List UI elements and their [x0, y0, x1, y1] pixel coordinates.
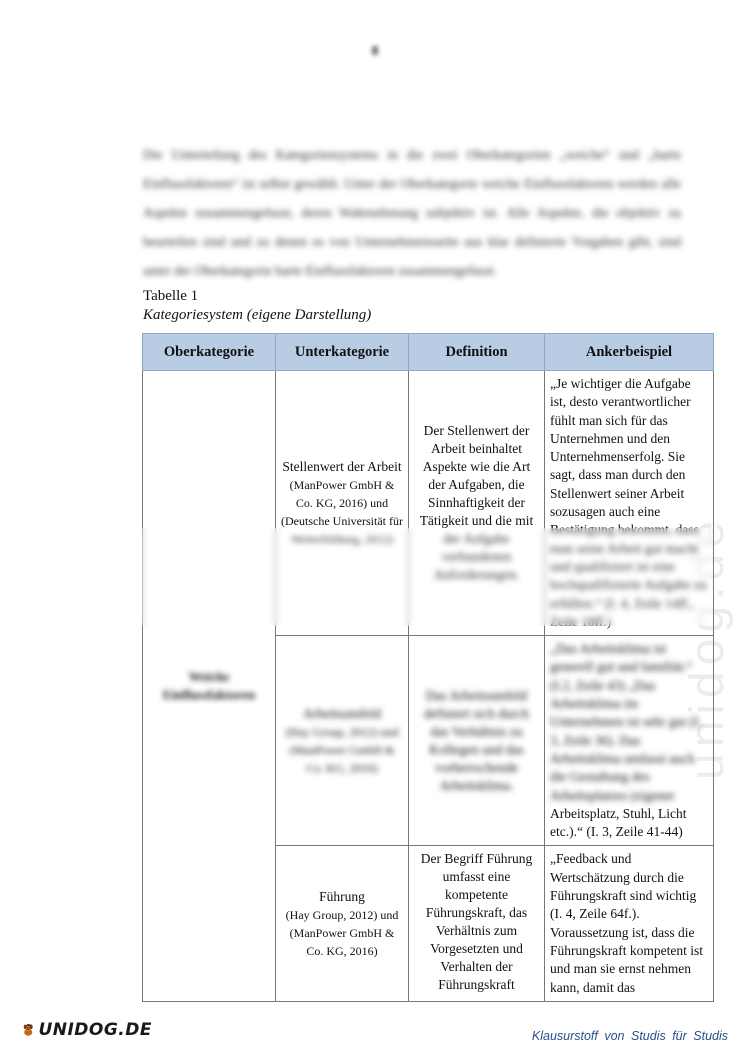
anchor-blurred-text: „Das Arbeitsklima ist generell gut und familiär.“ (I.2, Zeile 43) „Das Arbeitsklima im Unternehmen ist sehr gut (I. 3, Zeile 36). Das Arbeitsklima umfasst auch die Gestaltung des Arbeitsplatzes (eigener — [550, 641, 702, 803]
anchor-cell: „Je wichtiger die Aufgabe ist, desto verantwortlicher fühlt man sich für das Unternehmen und den Unternehmenserfolg. Sie sagt, dass man durch den Stellenwert seiner Arbeit sozusagen auch eine Bestätigung bekommt, dass man seine Arbeit gut macht und qualifiziert ist eine hochqualifizierte Aufgabe zu erfüllen.“ (I. 4, Zeile 14ff., Zeile 18ff.) — [545, 371, 714, 636]
header-unterkategorie: Unterkategorie — [276, 334, 409, 371]
unterkategorie-sources: (Hay Group, 2012) und (ManPower GmbH & Co. KG, 2016) — [285, 907, 399, 958]
header-definition: Definition — [409, 334, 545, 371]
unterkategorie-title: Stellenwert der Arbeit — [282, 459, 402, 475]
definition-cell: Der Stellenwert der Arbeit beinhaltet Aspekte wie die Art der Aufgaben, die Sinnhaftigkeit der Tätigkeit und die mit der Aufgabe verbundenen Anforderungen. — [409, 371, 545, 636]
unterkategorie-title: Arbeitsumfeld — [303, 705, 381, 721]
table-caption-subtitle: Kategoriesystem (eigene Darstellung) — [143, 307, 372, 323]
header-oberkategorie: Oberkategorie — [143, 334, 276, 371]
oberkategorie-label: Weiche Einflussfaktoren — [162, 668, 256, 702]
definition-cell: Der Begriff Führung umfasst eine kompetente Führungskraft, das Verhältnis zum Vorgesetzten und Verhalten der Führungskraft — [409, 846, 545, 1001]
dog-icon — [22, 1015, 34, 1045]
table-caption-title: Tabelle 1 — [143, 288, 199, 304]
header-ankerbeispiel: Ankerbeispiel — [545, 334, 714, 371]
anchor-cell — [545, 636, 714, 846]
unterkategorie-sources: (Hay Group, 2012) und (ManPower GmbH & Co. KG, 2016) — [285, 724, 399, 775]
table-row — [143, 371, 714, 636]
category-table — [142, 333, 714, 1002]
anchor-visible-text: Arbeitsplatz, Stuhl, Licht etc.).“ (I. 3, Zeile 41-44) — [550, 805, 687, 840]
footer-slogan: Klausurstoff von Studis für Studis — [531, 1029, 728, 1043]
table-header-row — [143, 334, 714, 371]
footer-logo[interactable] — [22, 1012, 152, 1048]
body-paragraph: Die Unterteilung des Kategoriensystems in die zwei Oberkategorien „weiche“ und „harte Einflussfaktoren“ ist selbst gewählt. Unter der Oberkategorie weiche Einflussfaktoren werden alle Aspekte zusammengefasst, deren Wahrnehmung subjektiv ist. Alle Aspekte, die objektiv zu beurteilen sind und zu denen es von Unternehmensseite aus klar definierte Vorgaben gibt, sind unter der Oberkategorie harte Einflussfaktoren zusammengefasst. — [143, 147, 681, 278]
unterkategorie-cell — [276, 636, 409, 846]
anchor-cell: „Feedback und Wertschätzung durch die Führungskraft sind wichtig (I. 4, Zeile 64f.). Voraussetzung ist, dass die Führungskraft kompetent ist und man sie ernst nehmen kann, damit das — [545, 846, 714, 1001]
page-number: 8 — [371, 44, 379, 59]
oberkategorie-cell — [143, 371, 276, 1002]
unterkategorie-sources: (ManPower GmbH & Co. KG, 2016) und (Deutsche Universität für Weiterbildung, 2012) — [281, 478, 403, 547]
logo-text: UNIDOG.DE — [38, 1020, 152, 1040]
definition-cell: Das Arbeitsumfeld definiert sich durch das Verhältnis zu Kollegen und das vorherrschende Arbeitsklima. — [409, 636, 545, 846]
watermark: unidog.de — [681, 515, 734, 780]
unterkategorie-title: Führung — [319, 888, 365, 904]
unterkategorie-cell — [276, 846, 409, 1001]
unterkategorie-cell — [276, 371, 409, 636]
